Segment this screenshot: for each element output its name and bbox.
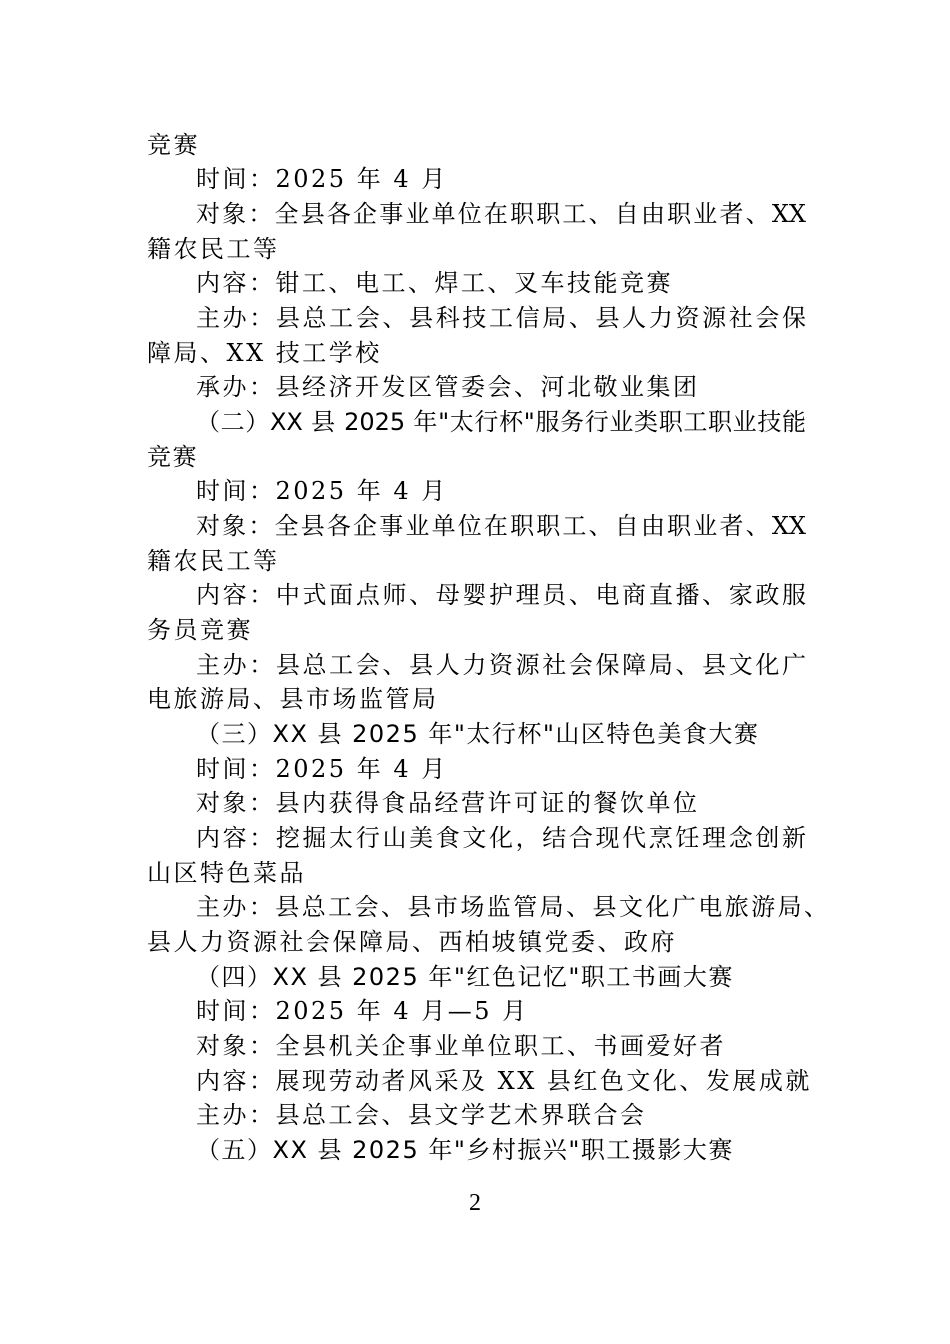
text-line: 时间：2025 年 4 月 xyxy=(196,477,448,505)
text-line: 主办：县总工会、县文学艺术界联合会 xyxy=(196,1101,647,1129)
text-line: 籍农民工等 xyxy=(147,547,280,575)
text-line: 竞赛 xyxy=(147,131,200,159)
text-line: 内容：挖掘太行山美食文化，结合现代烹饪理念创新 xyxy=(196,824,806,852)
text-line: 对象：全县机关企事业单位职工、书画爱好者 xyxy=(196,1032,726,1060)
text-line: 时间：2025 年 4 月 xyxy=(196,755,448,783)
text-line: 障局、XX 技工学校 xyxy=(147,339,382,367)
text-line: 电旅游局、县市场监管局 xyxy=(147,685,439,713)
text-line: 山区特色菜品 xyxy=(147,859,306,887)
section-heading: （三）XX 县 2025 年"太行杯"山区特色美食大赛 xyxy=(196,720,760,748)
text-line: 承办：县经济开发区管委会、河北敬业集团 xyxy=(196,373,700,401)
text-line: 县人力资源社会保障局、西柏坡镇党委、政府 xyxy=(147,928,677,956)
section-heading: （二）XX 县 2025 年"太行杯"服务行业类职工职业技能 xyxy=(196,408,806,436)
text-line: 主办：县总工会、县科技工信局、县人力资源社会保 xyxy=(196,304,806,332)
text-line: 主办：县总工会、县市场监管局、县文化广电旅游局、 xyxy=(196,893,828,921)
text-line: 时间：2025 年 4 月 xyxy=(196,165,448,193)
text-line: 务员竞赛 xyxy=(147,616,253,644)
text-line: 内容：展现劳动者风采及 XX 县红色文化、发展成就 xyxy=(196,1067,812,1095)
page-number: 2 xyxy=(469,1190,481,1216)
section-heading: （四）XX 县 2025 年"红色记忆"职工书画大赛 xyxy=(196,963,734,991)
text-line: 内容：中式面点师、母婴护理员、电商直播、家政服 xyxy=(196,581,806,609)
section-heading: 竞赛 xyxy=(147,443,198,471)
text-line: 内容：钳工、电工、焊工、叉车技能竞赛 xyxy=(196,269,673,297)
text-line: 对象：县内获得食品经营许可证的餐饮单位 xyxy=(196,789,700,817)
text-line: 对象：全县各企事业单位在职职工、自由职业者、XX xyxy=(196,512,806,540)
text-line: 时间：2025 年 4 月—5 月 xyxy=(196,997,529,1025)
text-line: 主办：县总工会、县人力资源社会保障局、县文化广 xyxy=(196,651,806,679)
section-heading: （五）XX 县 2025 年"乡村振兴"职工摄影大赛 xyxy=(196,1136,734,1164)
text-line: 对象：全县各企事业单位在职职工、自由职业者、XX xyxy=(196,200,806,228)
text-line: 籍农民工等 xyxy=(147,235,280,263)
